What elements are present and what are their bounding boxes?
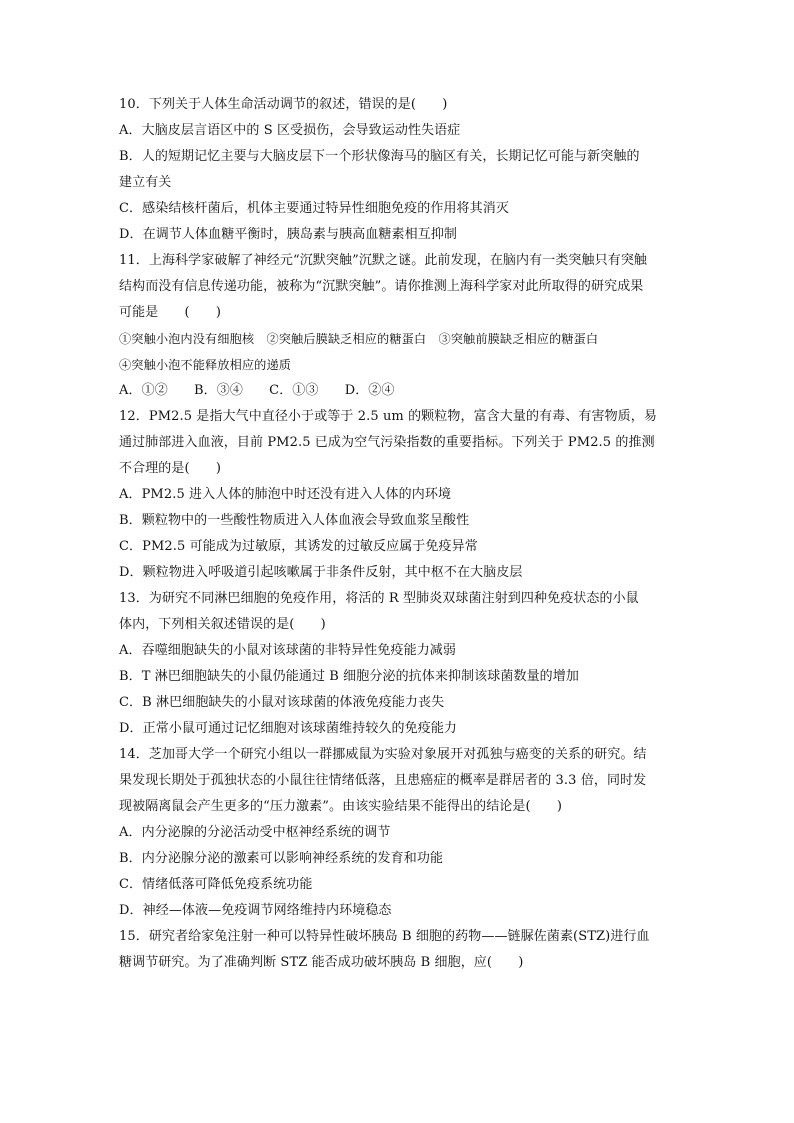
question-13 bbox=[119, 586, 675, 742]
question-stem: 10．下列关于人体生命活动调节的叙述，错误的是( ) bbox=[119, 97, 448, 112]
option-b-continued: 建立有关 bbox=[119, 175, 172, 190]
question-12 bbox=[119, 404, 675, 586]
question-stem: 可能是 ( ) bbox=[119, 305, 222, 320]
statement-list: ④突触小泡不能释放相应的递质 bbox=[119, 358, 292, 372]
statement-list: ①突触小泡内没有细胞核 ②突触后膜缺乏相应的糖蛋白 ③突触前膜缺乏相应的糖蛋白 bbox=[119, 332, 599, 346]
question-stem: 果发现长期处于孤独状态的小鼠往往情绪低落，且患癌症的概率是群居者的 3.3 倍，同时发 bbox=[119, 773, 647, 788]
question-list bbox=[119, 92, 675, 976]
question-stem: 通过肺部进入血液，目前 PM2.5 已成为空气污染指数的重要指标。下列关于 PM2.5 的推测 bbox=[119, 435, 655, 450]
option-c: C．B 淋巴细胞缺失的小鼠对该球菌的体液免疫能力丧失 bbox=[119, 695, 445, 710]
question-14 bbox=[119, 742, 675, 924]
question-stem: 11．上海科学家破解了神经元“沉默突触”沉默之谜。此前发现，在脑内有一类突触只有突触 bbox=[119, 253, 648, 268]
question-stem: 糖调节研究。为了准确判断 STZ 能否成功破坏胰岛 B 细胞，应( ) bbox=[119, 955, 524, 970]
option-c: C．情绪低落可降低免疫系统功能 bbox=[119, 877, 313, 892]
option-d: D．在调节人体血糖平衡时，胰岛素与胰高血糖素相互抑制 bbox=[119, 227, 458, 242]
option-b: B．T 淋巴细胞缺失的小鼠仍能通过 B 细胞分泌的抗体来抑制该球菌数量的增加 bbox=[119, 669, 579, 684]
option-a: A．PM2.5 进入人体的肺泡中时还没有进入人体的内环境 bbox=[119, 487, 452, 502]
option-b: B．颗粒物中的一些酸性物质进入人体血液会导致血浆呈酸性 bbox=[119, 513, 470, 528]
question-stem: 15．研究者给家兔注射一种可以特异性破坏胰岛 B 细胞的药物——链脲佐菌素(STZ)进行血 bbox=[119, 929, 650, 944]
question-stem: 12．PM2.5 是指大气中直径小于或等于 2.5 um 的颗粒物，富含大量的有毒、有害物质，易 bbox=[119, 409, 657, 424]
question-stem: 不合理的是( ) bbox=[119, 461, 222, 476]
question-15 bbox=[119, 924, 675, 976]
question-stem: 现被隔离鼠会产生更多的“压力激素”。由该实验结果不能得出的结论是( ) bbox=[119, 799, 563, 814]
option-a: A．吞噬细胞缺失的小鼠对该球菌的非特异性免疫能力减弱 bbox=[119, 643, 456, 658]
option-a: A．内分泌腺的分泌活动受中枢神经系统的调节 bbox=[119, 825, 391, 840]
option-b: B．内分泌腺分泌的激素可以影响神经系统的发育和功能 bbox=[119, 851, 444, 866]
option-a: A．大脑皮层言语区中的 S 区受损伤，会导致运动性失语症 bbox=[119, 123, 461, 138]
option-d: D．颗粒物进入呼吸道引起咳嗽属于非条件反射，其中枢不在大脑皮层 bbox=[119, 565, 523, 580]
option-d: D．正常小鼠可通过记忆细胞对该球菌维持较久的免疫能力 bbox=[119, 721, 458, 736]
question-stem: 14．芝加哥大学一个研究小组以一群挪威鼠为实验对象展开对孤独与癌变的关系的研究。结 bbox=[119, 747, 647, 762]
question-stem: 13．为研究不同淋巴细胞的免疫作用，将活的 R 型肺炎双球菌注射到四种免疫状态的小鼠 bbox=[119, 591, 639, 606]
option-b: B．人的短期记忆主要与大脑皮层下一个形状像海马的脑区有关，长期记忆可能与新突触的 bbox=[119, 149, 640, 164]
option-c: C．感染结核杆菌后，机体主要通过特异性细胞免疫的作用将其消灭 bbox=[119, 201, 509, 216]
option-c: C．PM2.5 可能成为过敏原，其诱发的过敏反应属于免疫异常 bbox=[119, 539, 478, 554]
question-stem: 体内，下列相关叙述错误的是( ) bbox=[119, 617, 326, 632]
option-d: D．神经—体液—免疫调节网络维持内环境稳态 bbox=[119, 903, 392, 918]
question-11 bbox=[119, 248, 675, 404]
question-stem: 结构而没有信息传递功能，被称为“沉默突触”。请你推测上海科学家对此所取得的研究成果 bbox=[119, 279, 644, 294]
question-10 bbox=[119, 92, 675, 248]
option-row: A．①② B．③④ C．①③ D．②④ bbox=[119, 383, 395, 398]
